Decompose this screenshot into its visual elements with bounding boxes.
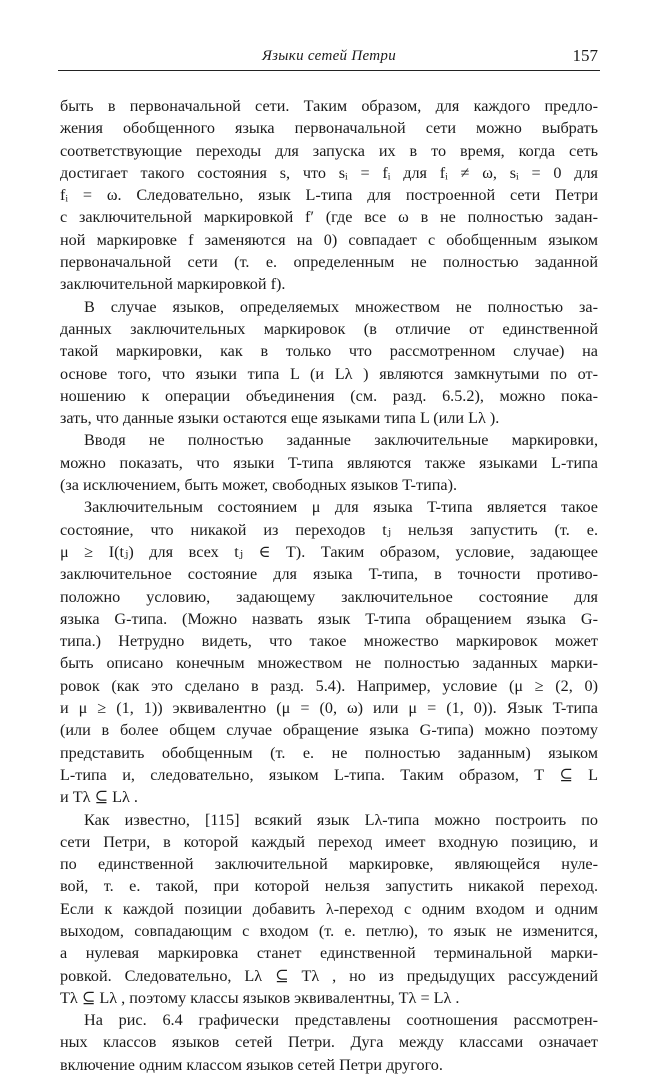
text-line: Заключительным состоянием μ для языка T-типа является такое (84, 498, 598, 517)
body-text (60, 95, 598, 1076)
text-line: такой маркировки, как в только что рассмотренном случае) на (60, 342, 598, 361)
text-line: (или в более общем случае обращение языка G-типа) можно поэтому (60, 721, 598, 740)
text-line: включение одним классом языков сетей Петри другого. (60, 1055, 443, 1074)
text-line: состояние, что никакой из переходов tⱼ нельзя запустить (т. е. (60, 520, 598, 539)
text-line: первоначальной сети (т. е. определенным не полностью заданной (60, 253, 598, 272)
text-line: ных классов языков сетей Петри. Дуга между классами означает (60, 1033, 598, 1052)
text-line: и Tλ ⊆ Lλ . (60, 788, 138, 807)
text-line: В случае языков, определяемых множеством не полностью за- (84, 297, 598, 316)
text-line: μ ≥ I(tⱼ) для всех tⱼ ∈ T). Таким образом, условие, задающее (60, 542, 598, 561)
paragraph (60, 809, 598, 1010)
text-line: достигает такого состояния s, что sᵢ = fᵢ для fᵢ ≠ ω, sᵢ = 0 для (60, 163, 598, 182)
text-line: fᵢ = ω. Следовательно, язык L-типа для построенной сети Петри (60, 186, 598, 205)
text-line: типа.) Нетрудно видеть, что такое множество маркировок может (60, 632, 598, 651)
running-header (58, 46, 600, 71)
text-line: Как известно, [115] всякий язык Lλ-типа можно построить по (84, 810, 598, 829)
text-line: положно условию, задающему заключительное состояние для (60, 587, 598, 606)
text-line: выходом, совпадающим с входом (т. е. петлю), то язык не изменится, (60, 921, 598, 940)
text-line: сети Петри, в которой каждый переход имеет входную позицию, и (60, 832, 598, 851)
text-line: данных заключительных маркировок (в отличие от единственной (60, 319, 598, 338)
text-line: Tλ ⊆ Lλ , поэтому классы языков эквивалентны, Tλ = Lλ . (60, 988, 460, 1007)
text-line: а нулевая маркировка станет единственной терминальной марки- (60, 944, 598, 963)
text-line: основе того, что языки типа L (и Lλ ) являются замкнутыми по от- (60, 364, 598, 383)
paragraph (60, 296, 598, 430)
text-line: быть в первоначальной сети. Таким образом, для каждого предло- (60, 97, 598, 115)
text-line: L-типа и, следовательно, языком L-типа. Таким образом, T ⊆ L (60, 765, 598, 784)
text-line: заключительной маркировкой f). (60, 275, 286, 294)
text-line: можно показать, что языки T-типа являются также языками L-типа (60, 453, 598, 472)
paragraph (60, 496, 598, 808)
text-line: ной маркировке f заменяются на 0) совпадает с обобщенным языком (60, 230, 598, 249)
text-line: ровкой. Следовательно, Lλ ⊆ Tλ , но из предыдущих рассуждений (60, 966, 598, 985)
text-line: жения обобщенного языка первоначальной сети можно выбрать (60, 119, 598, 138)
text-line: Если к каждой позиции добавить λ-переход с одним входом и одним (60, 899, 598, 918)
paragraph (60, 429, 598, 496)
text-line: зать, что данные языки остаются еще языками типа L (или Lλ ). (60, 409, 500, 428)
text-line: вой, т. е. такой, при которой нельзя запустить никакой переход. (60, 877, 598, 896)
text-line: с заключительной маркировкой f′ (где все ω в не полностью задан- (60, 208, 598, 227)
text-line: по единственной заключительной маркировке, являющейся нуле- (60, 855, 598, 874)
text-line: (за исключением, быть может, свободных языков T-типа). (60, 476, 458, 495)
paragraph (60, 1009, 598, 1076)
paragraph (60, 95, 598, 296)
page-number: 157 (572, 46, 598, 65)
text-line: На рис. 6.4 графически представлены соотношения рассмотрен- (84, 1011, 598, 1030)
text-line: ровок (как это сделано в разд. 5.4). Например, условие (μ ≥ (2, 0) (60, 676, 598, 695)
running-title: Языки сетей Петри (261, 48, 397, 64)
text-line: и μ ≥ (1, 1)) эквивалентно (μ = (0, ω) или μ = (1, 0)). Язык T-типа (60, 699, 598, 718)
text-line: представить обобщенным (т. е. не полностью заданным) языком (60, 743, 598, 762)
text-line: заключительное состояние для языка T-типа, в точности противо- (60, 565, 598, 584)
text-line: ношению к операции объединения (см. разд. 6.5.2), можно пока- (60, 386, 598, 405)
text-line: быть описано конечным множеством не полностью заданных марки- (60, 654, 598, 673)
text-line: соответствующие переходы для запуска их в то время, когда сеть (60, 141, 598, 160)
text-line: Вводя не полностью заданные заключительные маркировки, (84, 431, 598, 450)
text-line: языка G-типа. (Можно назвать язык T-типа обращением языка G- (60, 609, 598, 628)
